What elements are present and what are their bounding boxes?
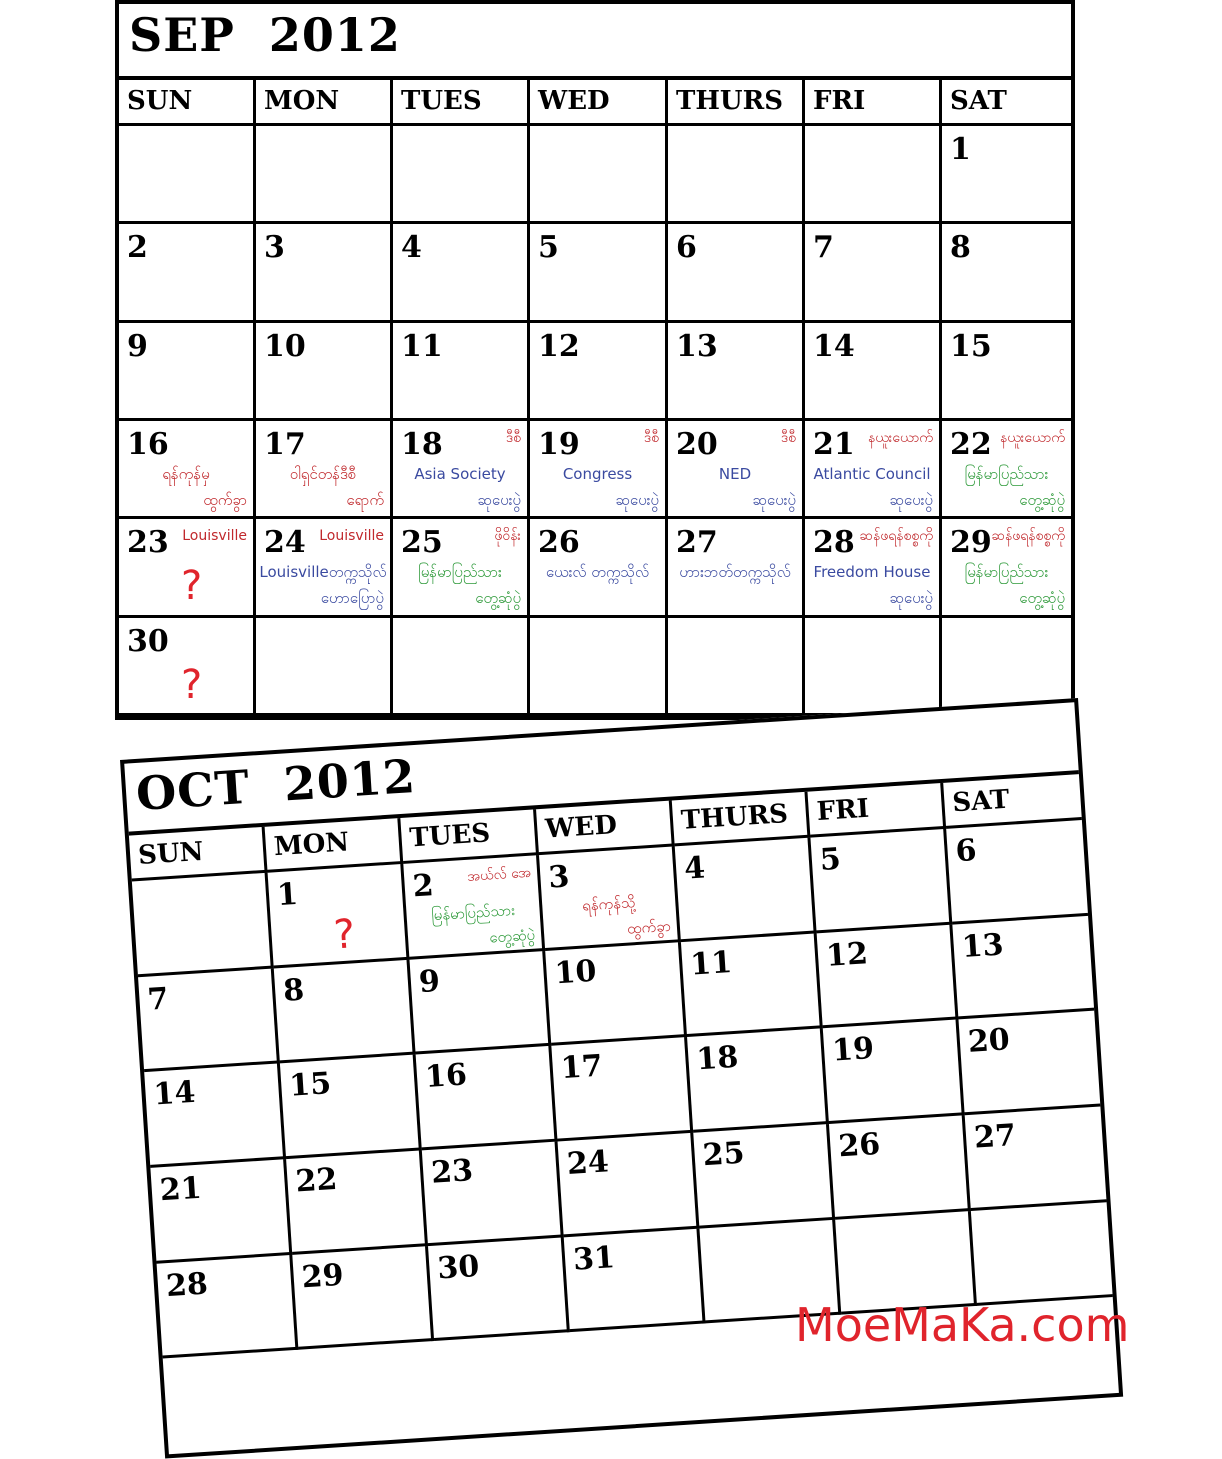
day-number: 9 [417,963,441,1000]
event-text: ယေးလ် တက္ကသိုလ် [545,563,650,582]
event-text: နယူးယောက် [867,430,933,446]
day-number: 13 [960,927,1005,965]
day-number: 22 [950,427,992,462]
weekday-header: MON [256,80,393,126]
day-cell [668,323,805,421]
day-number: 28 [813,525,855,561]
day-number: 16 [424,1057,468,1096]
event-text: ဖိုဝိန်း [494,528,521,545]
day-cell [805,224,942,322]
day-cell [564,1228,706,1332]
day-number: 5 [818,841,842,879]
day-cell [157,1255,299,1359]
day-number: 12 [824,935,869,974]
day-cell [668,618,805,716]
event-text: Louisvilleတက္ကသိုလ် [259,563,387,582]
day-number: 17 [264,427,306,462]
day-cell [805,421,942,519]
day-number: 18 [695,1040,740,1078]
day-cell [805,618,942,716]
day-cell [268,864,410,968]
day-number: 18 [401,427,443,462]
event-text: မြန်မာပြည်သား [964,465,1049,483]
day-number: 23 [127,525,169,561]
event-text: ဝါရှင်တန်ဒီစီ [289,465,357,483]
event-text: မြန်မာပြည်သား [430,900,516,925]
weekday-header: TUES [393,80,530,126]
day-cell [971,1202,1113,1306]
day-cell [530,421,668,519]
day-cell [530,126,668,224]
day-cell [138,968,280,1072]
day-cell [530,224,668,322]
day-cell [942,323,1071,421]
day-number: 12 [538,328,580,364]
day-number: 19 [538,427,580,462]
event-text: တွေ့ဆုံပွဲ [488,925,536,947]
day-number: 1 [275,876,300,914]
weekday-header: THURS [668,80,805,126]
oct-day-grid [129,774,1119,1454]
day-cell [952,916,1094,1020]
day-cell [150,1159,292,1263]
day-cell [422,1142,564,1246]
day-cell [409,951,551,1055]
weekday-header: THURS [672,792,811,847]
event-text: Louisville [182,528,247,545]
day-cell [687,1029,829,1133]
day-cell [823,1020,965,1124]
day-number: 27 [676,525,718,561]
weekday-header: SUN [129,827,268,882]
day-cell [256,126,393,224]
day-number: 7 [146,981,170,1018]
day-number: 28 [164,1266,209,1304]
day-number: 4 [401,230,422,266]
day-cell [558,1133,700,1237]
day-cell [256,224,393,322]
oct-month-title: OCT 2012 [134,749,418,821]
event-text: မြန်မာပြည်သား [418,563,502,582]
weekday-header: FRI [807,783,946,838]
day-cell [274,959,416,1063]
day-cell [256,323,393,421]
day-number: 26 [538,525,580,561]
day-cell [668,519,805,617]
day-number: 3 [264,230,285,266]
day-number: 4 [683,850,707,887]
day-cell [393,323,530,421]
event-text: Louisville [319,528,384,545]
day-cell [942,519,1071,617]
event-text: ဟောပြောပွဲ [320,589,384,608]
day-cell [416,1046,558,1150]
day-number: 24 [264,525,306,561]
day-cell [144,1064,286,1168]
day-cell [530,618,668,716]
day-number: 27 [973,1117,1017,1156]
unknown-marker: ? [332,911,357,959]
event-text: ဆုပေးပွဲ [889,491,933,509]
day-number: 11 [401,328,443,364]
event-text: ဆုပေးပွဲ [477,491,521,509]
day-number: 16 [127,427,169,462]
day-number: 17 [559,1048,604,1087]
day-number: 26 [837,1126,882,1165]
event-text: တွေ့ဆုံပွဲ [1019,491,1065,509]
day-cell [675,838,817,942]
day-number: 9 [127,328,148,364]
day-number: 29 [300,1257,345,1295]
day-cell [393,618,530,716]
day-cell [668,126,805,224]
sep-month-title: SEP 2012 [129,8,401,62]
day-cell [942,421,1071,519]
day-number: 1 [950,132,971,167]
day-cell [805,126,942,224]
event-text: မြန်မာပြည်သား [964,563,1049,582]
event-text: နယူးယောက် [999,430,1065,446]
event-text: ဒီစီ [780,430,796,446]
day-cell [805,323,942,421]
event-text: Asia Society [414,465,506,483]
day-number: 24 [565,1144,610,1182]
event-text: ထွက်ခွာ [626,916,672,938]
weekday-header: SUN [119,80,256,126]
day-cell [959,1011,1101,1115]
day-number: 7 [813,230,834,266]
day-number: 3 [547,859,571,896]
event-text: ဆန်ဖရန်စစ္စကို [859,528,933,545]
day-number: 8 [950,230,971,266]
day-cell [668,224,805,322]
day-number: 20 [966,1022,1011,1061]
weekday-header: SAT [943,774,1082,829]
day-cell [132,873,274,977]
day-number: 2 [127,230,148,266]
day-cell [805,519,942,617]
day-cell [286,1150,428,1254]
day-number: 10 [264,328,306,364]
event-text: တွေ့ဆုံပွဲ [1019,589,1065,608]
day-cell [119,224,256,322]
day-cell [403,855,545,959]
day-cell [256,519,393,617]
day-cell [393,421,530,519]
day-cell [530,519,668,617]
day-cell [545,942,687,1046]
day-number: 13 [676,328,718,364]
day-cell [280,1055,422,1159]
event-text: ဆုပေးပွဲ [752,491,796,509]
day-number: 8 [282,972,306,1009]
event-text: ဒီစီ [505,430,521,446]
day-cell [539,846,681,950]
unknown-marker: ? [181,661,203,708]
day-number: 25 [701,1135,746,1174]
day-cell [681,933,823,1037]
day-cell [119,421,256,519]
weekday-header: FRI [805,80,942,126]
event-text: အယ်လ် အေ [466,864,532,885]
day-number: 15 [950,328,992,364]
event-text: ဒီစီ [643,430,659,446]
day-cell [810,829,952,933]
day-number: 6 [954,832,978,870]
event-text: ဟားဘတ်တက္ကသိုလ် [679,563,791,582]
day-cell [119,323,256,421]
event-text: ထွက်ခွာ [203,491,247,509]
day-cell [942,126,1071,224]
weekday-header: TUES [400,809,539,864]
day-number: 31 [572,1239,616,1278]
day-cell [119,126,256,224]
day-number: 29 [950,525,992,561]
day-number: 25 [401,525,443,561]
event-text: ဆုပေးပွဲ [889,589,933,608]
day-number: 14 [813,328,855,364]
event-text: Atlantic Council [813,465,931,483]
event-text: Freedom House [813,563,931,582]
day-number: 10 [553,953,598,992]
weekday-header: WED [536,800,675,855]
event-text: NED [718,465,752,483]
day-cell [942,224,1071,322]
weekday-header: SAT [942,80,1071,126]
day-number: 23 [430,1153,475,1191]
day-cell [119,519,256,617]
day-number: 15 [288,1066,333,1105]
event-text: ရောက် [346,491,384,509]
day-number: 21 [158,1170,203,1209]
day-cell [119,618,256,716]
day-number: 22 [294,1161,339,1200]
day-number: 14 [152,1075,197,1113]
weekday-header: WED [530,80,668,126]
site-watermark: MoeMaKa.com [795,1298,1130,1352]
day-number: 30 [127,623,169,659]
day-cell [256,421,393,519]
day-number: 20 [676,427,718,462]
day-number: 2 [411,868,435,905]
day-cell [965,1106,1107,1210]
day-number: 11 [689,944,734,983]
day-number: 30 [436,1248,481,1287]
event-text: ဆုပေးပွဲ [615,491,659,509]
day-cell [393,126,530,224]
day-cell [829,1115,971,1219]
day-cell [428,1237,570,1341]
day-number: 5 [538,230,559,266]
event-text: ရန်ကုန်သို့ [581,893,636,915]
day-cell [292,1246,434,1350]
event-text: ဆန်ဖရန်စစ္စကို [991,528,1065,545]
day-cell [668,421,805,519]
day-number: 6 [676,230,697,266]
event-text: ရန်ကုန်မှ [162,465,210,483]
day-number: 19 [831,1031,876,1069]
event-text: Congress [562,465,633,483]
sep-title-bar [119,4,1071,80]
weekday-header: MON [265,818,404,873]
day-cell [693,1124,835,1228]
sep-day-grid [119,80,1071,716]
day-cell [256,618,393,716]
day-cell [393,519,530,617]
day-cell [551,1037,693,1141]
event-text: တွေ့ဆုံပွဲ [475,589,521,608]
day-cell [393,224,530,322]
day-number: 21 [813,427,855,462]
sep-2012-calendar [115,0,1075,720]
day-cell [946,820,1088,924]
unknown-marker: ? [181,563,203,610]
day-cell [817,924,959,1028]
day-cell [530,323,668,421]
